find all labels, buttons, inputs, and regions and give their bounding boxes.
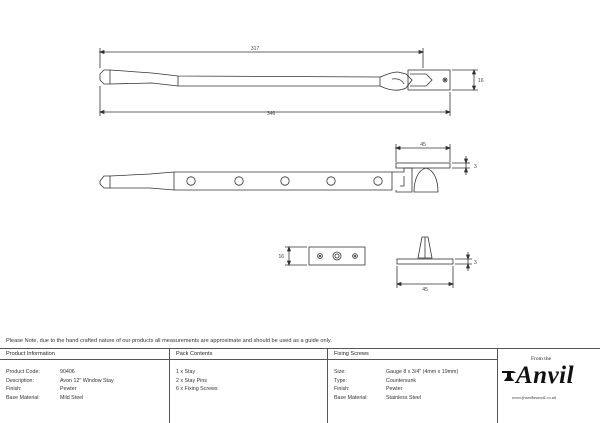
pack-item bbox=[170, 367, 327, 376]
dim-317 bbox=[100, 48, 423, 68]
spec-row bbox=[0, 376, 169, 385]
spec-value: 90406 bbox=[60, 369, 75, 375]
pack-item-text: 2 x Stay Pins bbox=[176, 377, 207, 384]
stay-side-view bbox=[100, 163, 450, 192]
dim-3-side bbox=[452, 156, 470, 175]
dim-3-pin bbox=[455, 252, 472, 271]
pack-item bbox=[170, 384, 327, 393]
spec-value: Gauge 8 x 3/4" (4mm x 19mm) bbox=[386, 369, 459, 375]
spec-label: Description: bbox=[6, 377, 34, 384]
pack-contents-heading: Pack Contents bbox=[170, 349, 327, 360]
spec-row bbox=[328, 376, 497, 385]
from-the-anvil-logo bbox=[500, 352, 596, 418]
spec-value: Avon 12" Window Stay bbox=[60, 377, 114, 384]
disclaimer-note: Please Note, due to the hand crafted nature of our products all measurements are approximate and should be used as a guide only. bbox=[6, 338, 332, 344]
spec-label: Finish: bbox=[6, 386, 22, 393]
product-information-column bbox=[0, 349, 169, 423]
spec-row bbox=[328, 384, 497, 393]
logo-brand: Anvil bbox=[516, 362, 575, 389]
product-information-heading: Product Information bbox=[0, 349, 169, 360]
spec-label: Base Material: bbox=[334, 394, 368, 401]
spec-row bbox=[328, 393, 497, 402]
pack-contents-column bbox=[170, 349, 327, 423]
stay-pin bbox=[397, 237, 453, 264]
spec-row bbox=[328, 367, 497, 376]
fixing-screws-heading: Fixing Screws bbox=[328, 349, 497, 360]
dim-label-3-side: 3 bbox=[474, 164, 477, 170]
anvil-icon bbox=[502, 370, 516, 382]
dim-45-pin bbox=[397, 266, 453, 288]
spec-row bbox=[0, 384, 169, 393]
spec-label: Base Material: bbox=[6, 394, 40, 401]
spec-value: Pewter bbox=[60, 386, 77, 393]
stay-pin-plate bbox=[309, 247, 365, 265]
dim-label-45-pin: 45 bbox=[422, 287, 428, 293]
dim-label-3-pin: 3 bbox=[474, 260, 477, 266]
spec-row bbox=[0, 393, 169, 402]
spec-value: Stainless Steel bbox=[386, 394, 422, 401]
spec-value: Pewter bbox=[386, 386, 403, 393]
dim-16-plate bbox=[285, 247, 307, 265]
stay-top-view bbox=[100, 70, 450, 90]
dim-label-45-side: 45 bbox=[420, 142, 426, 148]
column-divider bbox=[497, 349, 498, 423]
spec-row bbox=[0, 367, 169, 376]
dim-16-top bbox=[452, 70, 478, 90]
pack-item-text: 1 x Stay bbox=[176, 369, 196, 375]
spec-label: Size: bbox=[334, 369, 346, 375]
logo-from-the: From the bbox=[531, 356, 552, 362]
dim-label-317: 317 bbox=[250, 46, 260, 52]
pack-item-text: 6 x Fixing Screws bbox=[176, 386, 218, 393]
pack-item bbox=[170, 376, 327, 385]
spec-label: Type: bbox=[334, 377, 347, 384]
dim-label-16-top: 16 bbox=[478, 78, 484, 84]
spec-value: Countersunk bbox=[386, 377, 417, 384]
dim-label-16-plate: 16 bbox=[278, 254, 284, 260]
fixing-screws-column bbox=[328, 349, 497, 423]
logo-url: www.fromtheanvil.co.uk bbox=[512, 395, 557, 400]
spec-value: Mild Steel bbox=[60, 394, 84, 401]
spec-label: Product Code: bbox=[6, 369, 40, 375]
dim-label-346: 346 bbox=[266, 111, 276, 117]
spec-label: Finish: bbox=[334, 386, 350, 393]
